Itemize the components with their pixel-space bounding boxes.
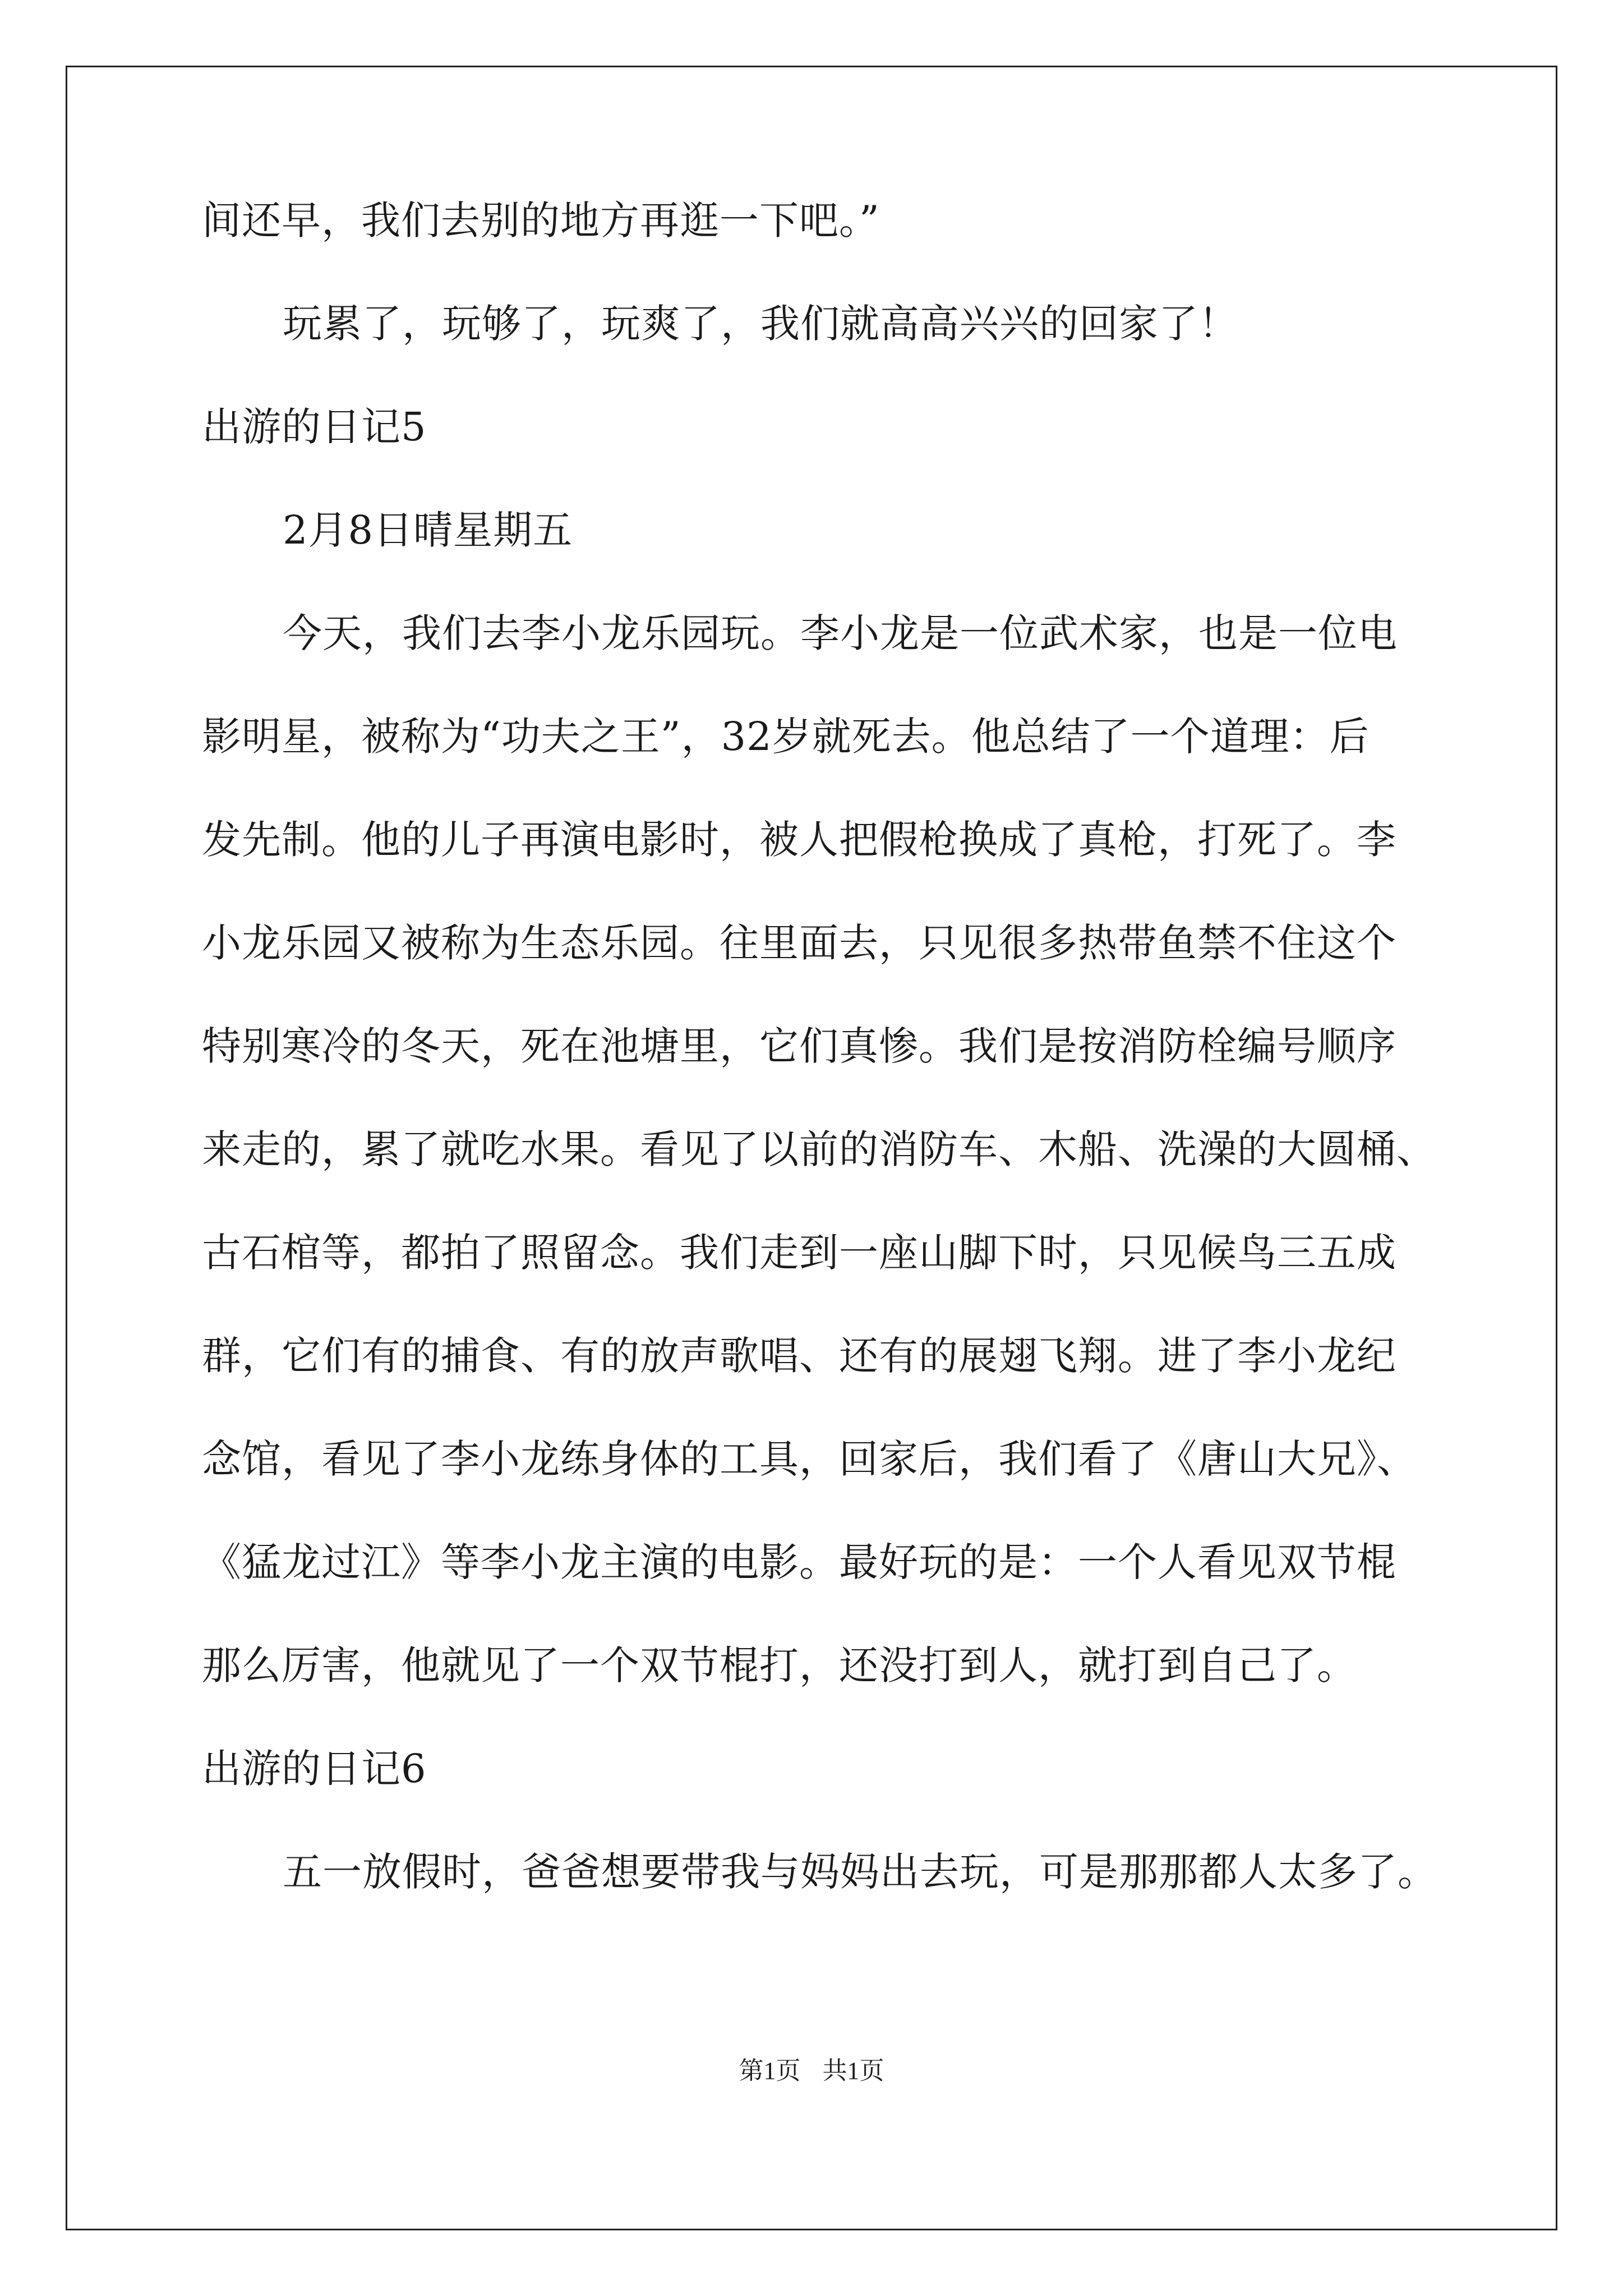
- text-line: 群，它们有的捕食、有的放声歌唱、还有的展翅飞翔。进了李小龙纪: [202, 1333, 1396, 1379]
- text-line: 今天，我们去李小龙乐园玩。李小龙是一位武术家，也是一位电: [283, 610, 1398, 656]
- date-line: 2月8日晴星期五: [283, 507, 573, 553]
- section-heading: 出游的日记6: [202, 1746, 427, 1792]
- page-total: 共1页: [822, 2057, 884, 2085]
- text-line: 小龙乐园又被称为生态乐园。往里面去，只见很多热带鱼禁不住这个: [202, 920, 1396, 966]
- text-line: 间还早，我们去别的地方再逛一下吧。”: [202, 197, 880, 243]
- text-line: 五一放假时，爸爸想要带我与妈妈出去玩，可是那那都人太多了。: [283, 1849, 1437, 1895]
- text-line: 念馆，看见了李小龙练身体的工具，回家后，我们看了《唐山大兄》、: [202, 1436, 1417, 1482]
- section-heading: 出游的日记5: [202, 404, 427, 450]
- text-line: 特别寒冷的冬天，死在池塘里，它们真惨。我们是按消防栓编号顺序: [202, 1023, 1396, 1069]
- text-line: 《猛龙过江》等李小龙主演的电影。最好玩的是：一个人看见双节棍: [202, 1539, 1396, 1585]
- text-line: 来走的，累了就吃水果。看见了以前的消防车、木船、洗澡的大圆桶、: [202, 1126, 1436, 1172]
- page-number: 第1页: [739, 2057, 801, 2085]
- text-line: 影明星，被称为“功夫之王”，32岁就死去。他总结了一个道理：后: [202, 714, 1370, 760]
- page-footer: [0, 2050, 1623, 2086]
- text-line: 发先制。他的儿子再演电影时，被人把假枪换成了真枪，打死了。李: [202, 817, 1396, 863]
- text-line: 那么厉害，他就见了一个双节棍打，还没打到人，就打到自己了。: [202, 1642, 1357, 1688]
- text-line: 古石棺等，都拍了照留念。我们走到一座山脚下时，只见候鸟三五成: [202, 1230, 1396, 1276]
- text-line: 玩累了，玩够了，玩爽了，我们就高高兴兴的回家了！: [283, 301, 1238, 347]
